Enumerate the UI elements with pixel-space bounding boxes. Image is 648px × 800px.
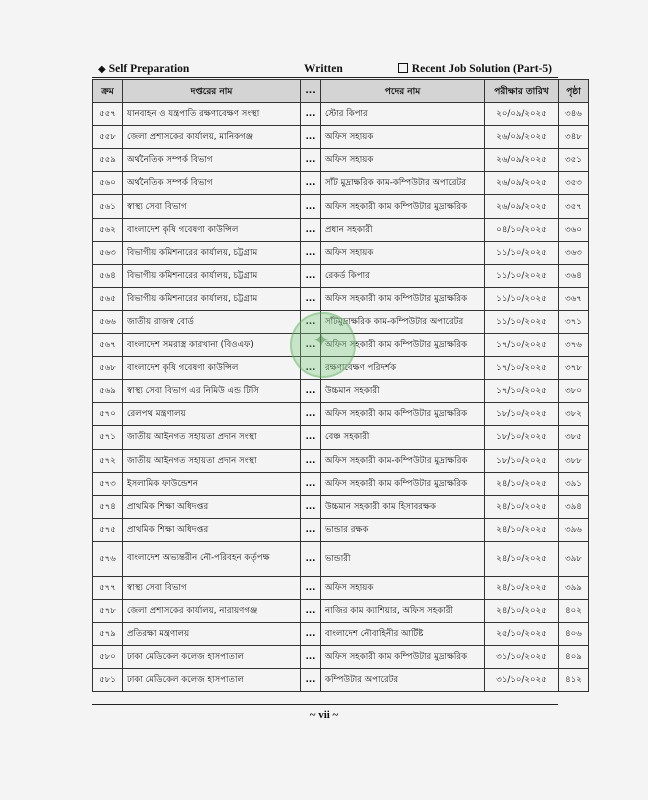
table-row: [93, 149, 589, 172]
cell-date: ৩১/১০/২০২৫: [485, 646, 559, 669]
cell-page: ৩৯৯: [559, 576, 589, 599]
cell-date: ২৪/১০/২০২৫: [485, 495, 559, 518]
cell-office: প্রাথমিক শিক্ষা অধিদপ্তর: [123, 518, 301, 541]
cell-post: বাংলাদেশ নৌবাহিনীর আর্টিষ্ট: [321, 623, 485, 646]
cell-dots: ...: [301, 287, 321, 310]
cell-serial: ৫৭২: [93, 449, 123, 472]
cell-post: অফিস সহায়ক: [321, 241, 485, 264]
cell-page: ৩৫৩: [559, 172, 589, 195]
table-row: [93, 380, 589, 403]
cell-dots: ...: [301, 357, 321, 380]
cell-office: প্রতিরক্ষা মন্ত্রণালয়: [123, 623, 301, 646]
cell-office: প্রাথমিক শিক্ষা অধিদপ্তর: [123, 495, 301, 518]
cell-date: ১১/১০/২০২৫: [485, 287, 559, 310]
cell-date: ৩১/১০/২০২৫: [485, 669, 559, 692]
watermark-logo: [290, 312, 356, 378]
table-row: [93, 495, 589, 518]
diamond-icon: ◆: [98, 64, 106, 75]
cell-serial: ৫৭৮: [93, 599, 123, 622]
table-row: [93, 172, 589, 195]
cell-serial: ৫৬৮: [93, 357, 123, 380]
table-row: [93, 195, 589, 218]
cell-serial: ৫৭৯: [93, 623, 123, 646]
cell-dots: ...: [301, 646, 321, 669]
cell-serial: ৫৬৫: [93, 287, 123, 310]
cell-post: রেকর্ড কিপার: [321, 264, 485, 287]
cell-page: ৩৫৭: [559, 195, 589, 218]
cell-dots: ...: [301, 426, 321, 449]
col-post: পদের নাম: [321, 80, 485, 103]
col-office: দপ্তরের নাম: [123, 80, 301, 103]
header-rule: [92, 77, 558, 78]
cell-serial: ৫৮০: [93, 646, 123, 669]
cell-office: যানবাহন ও যন্ত্রপাতি রক্ষণাবেক্ষণ সংস্থা: [123, 103, 301, 126]
table-row: [93, 103, 589, 126]
cell-post: অফিস সহকারী কাম কম্পিউটার মুদ্রাক্ষরিক: [321, 646, 485, 669]
cell-post: সাঁটমুদ্রাক্ষরিক কাম-কম্পিউটার অপারেটর: [321, 310, 485, 333]
header-left-text: Self Preparation: [108, 63, 190, 75]
cell-dots: ...: [301, 518, 321, 541]
table-row: [93, 472, 589, 495]
cell-page: ৩৭১: [559, 310, 589, 333]
cell-date: ২৬/০৯/২০২৫: [485, 126, 559, 149]
cell-page: ৪০৯: [559, 646, 589, 669]
cell-serial: ৫৭৭: [93, 576, 123, 599]
cell-post: কম্পিউটার অপারেটর: [321, 669, 485, 692]
cell-serial: ৫৬০: [93, 172, 123, 195]
cell-dots: ...: [301, 334, 321, 357]
table-row: [93, 518, 589, 541]
cell-date: ২৪/১০/২০২৫: [485, 599, 559, 622]
cell-date: ২৬/০৯/২০২৫: [485, 172, 559, 195]
cell-office: স্বাস্থ্য সেবা বিভাগ: [123, 576, 301, 599]
cell-date: ১১/১০/২০২৫: [485, 241, 559, 264]
cell-serial: ৫৫৯: [93, 149, 123, 172]
col-serial: ক্রম: [93, 80, 123, 103]
cell-serial: ৫৬৭: [93, 334, 123, 357]
cell-serial: ৫৫৭: [93, 103, 123, 126]
cell-serial: ৫৬২: [93, 218, 123, 241]
header-left: [98, 61, 189, 78]
cell-dots: ...: [301, 541, 321, 576]
cell-office: রেলপথ মন্ত্রণালয়: [123, 403, 301, 426]
cell-office: বাংলাদেশ কৃষি গবেষণা কাউন্সিল: [123, 357, 301, 380]
cell-dots: ...: [301, 669, 321, 692]
cell-page: ৩৮৮: [559, 449, 589, 472]
cell-date: ১৭/১০/২০২৫: [485, 357, 559, 380]
cell-post: অফিস সহায়ক: [321, 576, 485, 599]
table-row: [93, 623, 589, 646]
cell-post: সাঁট মুদ্রাক্ষরিক কাম-কম্পিউটার অপারেটর: [321, 172, 485, 195]
cell-date: ২৫/১০/২০২৫: [485, 623, 559, 646]
cell-date: ২৪/১০/২০২৫: [485, 518, 559, 541]
cell-office: অর্থনৈতিক সম্পর্ক বিভাগ: [123, 149, 301, 172]
cell-dots: ...: [301, 495, 321, 518]
cell-page: ৩৯৮: [559, 541, 589, 576]
cell-post: প্রধান সহকারী: [321, 218, 485, 241]
cell-date: ২৪/১০/২০২৫: [485, 576, 559, 599]
cell-office: জেলা প্রশাসকের কার্যালয়, মানিকগঞ্জ: [123, 126, 301, 149]
cell-dots: ...: [301, 623, 321, 646]
col-dots: ...: [301, 80, 321, 103]
cell-page: ৩৯৪: [559, 495, 589, 518]
col-date: পরীক্ষার তারিখ: [485, 80, 559, 103]
table-row: [93, 126, 589, 149]
cell-page: ৩৭৮: [559, 357, 589, 380]
cell-serial: ৫৭৫: [93, 518, 123, 541]
cell-date: ০৪/১০/২০২৫: [485, 218, 559, 241]
cell-post: উচ্চমান সহকারী কাম হিসাবরক্ষক: [321, 495, 485, 518]
cell-dots: ...: [301, 149, 321, 172]
cell-serial: ৫৭৪: [93, 495, 123, 518]
cell-office: বিভাগীয় কমিশনারের কার্যালয়, চট্টগ্রাম: [123, 241, 301, 264]
table-row: [93, 287, 589, 310]
cell-office: ইসলামিক ফাউন্ডেশন: [123, 472, 301, 495]
cell-dots: ...: [301, 126, 321, 149]
cell-page: ৩৫১: [559, 149, 589, 172]
cell-serial: ৫৬১: [93, 195, 123, 218]
cell-office: বাংলাদেশ সমরাস্ত্র কারখানা (বিওএফ): [123, 334, 301, 357]
cell-date: ২৪/১০/২০২৫: [485, 472, 559, 495]
cell-page: ৩৮২: [559, 403, 589, 426]
cell-post: উচ্চমান সহকারী: [321, 380, 485, 403]
cell-office: ঢাকা মেডিকেল কলেজ হাসপাতাল: [123, 646, 301, 669]
cell-page: ৩৯১: [559, 472, 589, 495]
table-row: [93, 599, 589, 622]
cell-post: অফিস সহায়ক: [321, 149, 485, 172]
cell-page: ৪০২: [559, 599, 589, 622]
checkbox-icon: [398, 63, 408, 73]
footer-rule: [92, 704, 558, 705]
table-row: [93, 449, 589, 472]
table-row: [93, 264, 589, 287]
cell-office: জাতীয় আইনগত সহায়তা প্রদান সংস্থা: [123, 426, 301, 449]
table-row: [93, 576, 589, 599]
cell-post: অফিস সহকারী কাম কম্পিউটার মুদ্রাক্ষরিক: [321, 472, 485, 495]
cell-office: বিভাগীয় কমিশনারের কার্যালয়, চট্টগ্রাম: [123, 287, 301, 310]
cell-office: বাংলাদেশ কৃষি গবেষণা কাউন্সিল: [123, 218, 301, 241]
cell-serial: ৫৬৩: [93, 241, 123, 264]
cell-date: ১৮/১০/২০২৫: [485, 403, 559, 426]
cell-dots: ...: [301, 576, 321, 599]
cell-dots: ...: [301, 103, 321, 126]
cell-dots: ...: [301, 599, 321, 622]
cell-post: অফিস সহকারী কাম-কম্পিউটার মুদ্রাক্ষরিক: [321, 449, 485, 472]
cell-date: ১৭/১০/২০২৫: [485, 334, 559, 357]
cell-post: রক্ষণাবেক্ষণ পরিদর্শক: [321, 357, 485, 380]
cell-date: ১৭/১০/২০২৫: [485, 380, 559, 403]
cell-date: ২৬/০৯/২০২৫: [485, 195, 559, 218]
table-row: [93, 241, 589, 264]
cell-date: ১১/১০/২০২৫: [485, 310, 559, 333]
cell-dots: ...: [301, 403, 321, 426]
cell-office: জাতীয় আইনগত সহায়তা প্রদান সংস্থা: [123, 449, 301, 472]
col-page: পৃষ্ঠা: [559, 80, 589, 103]
cell-serial: ৫৭৬: [93, 541, 123, 576]
cell-post: অফিস সহকারী কাম কম্পিউটার মুদ্রাক্ষরিক: [321, 195, 485, 218]
cell-office: জাতীয় রাজস্ব বোর্ড: [123, 310, 301, 333]
table-row: [93, 403, 589, 426]
cell-serial: ৫৫৮: [93, 126, 123, 149]
cell-page: ৩৯৬: [559, 518, 589, 541]
cell-post: অফিস সহকারী কাম কম্পিউটার মুদ্রাক্ষরিক: [321, 403, 485, 426]
cell-dots: ...: [301, 218, 321, 241]
cell-post: অফিস সহকারী কাম কম্পিউটার মুদ্রাক্ষরিক: [321, 287, 485, 310]
cell-page: ৩৬৩: [559, 241, 589, 264]
cell-date: ১৮/১০/২০২৫: [485, 426, 559, 449]
page-header: [92, 61, 558, 77]
cell-dots: ...: [301, 241, 321, 264]
cell-page: ৩৬৪: [559, 264, 589, 287]
cell-serial: ৫৭০: [93, 403, 123, 426]
cell-post: নাজির কাম ক্যাশিয়ার, অফিস সহকারী: [321, 599, 485, 622]
cell-dots: ...: [301, 172, 321, 195]
cell-serial: ৫৬৪: [93, 264, 123, 287]
table-row: [93, 541, 589, 576]
cell-post: অফিস সহায়ক: [321, 126, 485, 149]
table-header-row: [93, 80, 589, 103]
cell-page: ৩৪৮: [559, 126, 589, 149]
cell-date: ১১/১০/২০২৫: [485, 264, 559, 287]
cell-date: ১৮/১০/২০২৫: [485, 449, 559, 472]
cell-date: ২৪/১০/২০২৫: [485, 541, 559, 576]
cell-serial: ৫৬৬: [93, 310, 123, 333]
cell-post: স্টোর কিপার: [321, 103, 485, 126]
cell-post: বেঞ্চ সহকারী: [321, 426, 485, 449]
cell-page: ৪০৬: [559, 623, 589, 646]
cell-office: বিভাগীয় কমিশনারের কার্যালয়, চট্টগ্রাম: [123, 264, 301, 287]
cell-office: অর্থনৈতিক সম্পর্ক বিভাগ: [123, 172, 301, 195]
table-row: [93, 646, 589, 669]
cell-post: ভান্ডার রক্ষক: [321, 518, 485, 541]
cell-page: ৩৮৫: [559, 426, 589, 449]
cell-office: ঢাকা মেডিকেল কলেজ হাসপাতাল: [123, 669, 301, 692]
cell-serial: ৫৬৯: [93, 380, 123, 403]
cell-dots: ...: [301, 264, 321, 287]
cell-dots: ...: [301, 310, 321, 333]
header-right: [398, 61, 552, 77]
cell-dots: ...: [301, 380, 321, 403]
header-center: Written: [304, 63, 343, 75]
cell-office: স্বাস্থ্য সেবা বিভাগ এর নিমিউ এন্ড টিসি: [123, 380, 301, 403]
table-row: [93, 218, 589, 241]
cell-dots: ...: [301, 449, 321, 472]
cell-dots: ...: [301, 472, 321, 495]
cell-post: অফিস সহকারী কাম কম্পিউটার মুদ্রাক্ষরিক: [321, 334, 485, 357]
cell-office: বাংলাদেশ অভ্যন্তরীন নৌ-পরিবহন কর্তৃপক্ষ: [123, 541, 301, 576]
cell-serial: ৫৮১: [93, 669, 123, 692]
header-right-text: Recent Job Solution (Part-5): [411, 63, 552, 75]
cell-office: জেলা প্রশাসকের কার্যালয়, নারায়ণগঞ্জ: [123, 599, 301, 622]
cell-page: ৩৬৭: [559, 287, 589, 310]
cell-page: ৪১২: [559, 669, 589, 692]
cell-date: ২৬/০৯/২০২৫: [485, 149, 559, 172]
cell-page: ৩৬০: [559, 218, 589, 241]
watermark-star-icon: ✦: [312, 328, 330, 352]
cell-page: ৩৮০: [559, 380, 589, 403]
cell-page: ৩৭৬: [559, 334, 589, 357]
cell-dots: ...: [301, 195, 321, 218]
job-solution-table: [92, 79, 589, 692]
cell-office: স্বাস্থ্য সেবা বিভাগ: [123, 195, 301, 218]
cell-serial: ৫৭৩: [93, 472, 123, 495]
cell-date: ২০/০৯/২০২৫: [485, 103, 559, 126]
table-row: [93, 669, 589, 692]
page-number: ~ vii ~: [309, 709, 339, 721]
table-row: [93, 426, 589, 449]
cell-post: ভান্ডারী: [321, 541, 485, 576]
cell-serial: ৫৭১: [93, 426, 123, 449]
cell-page: ৩৪৬: [559, 103, 589, 126]
